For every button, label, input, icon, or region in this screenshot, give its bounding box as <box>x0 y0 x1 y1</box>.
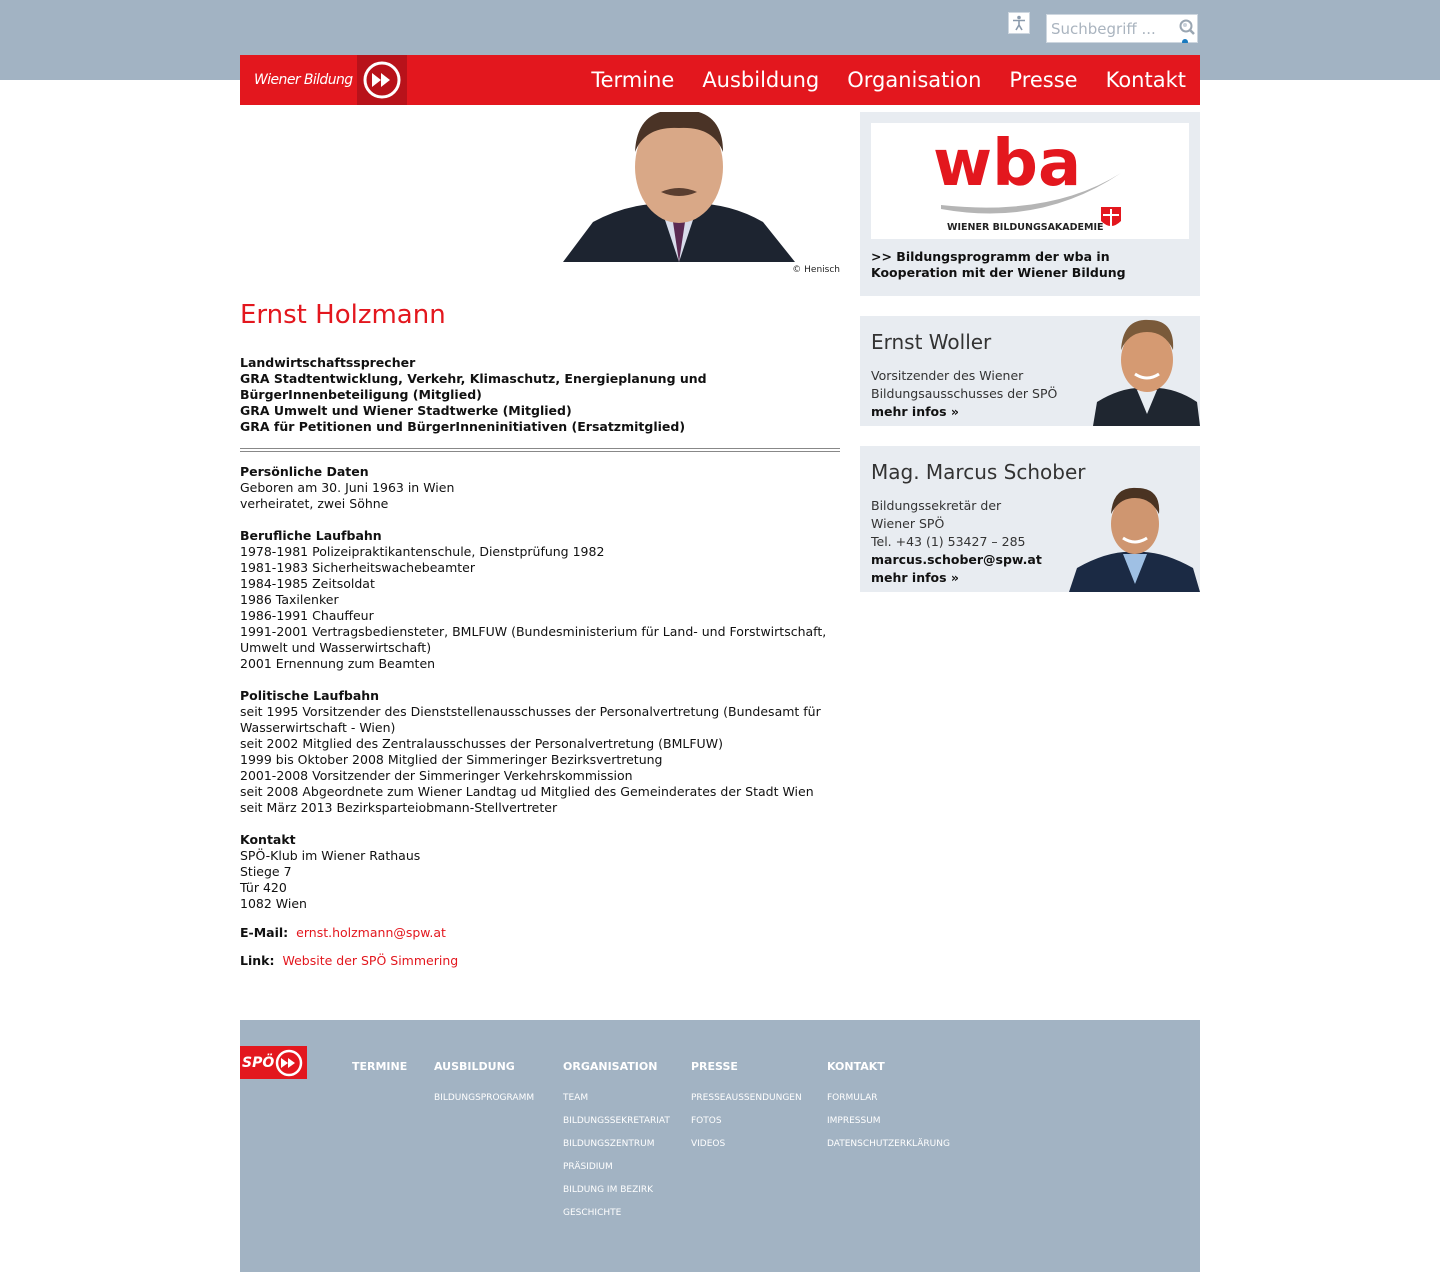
person-details <box>871 367 1057 421</box>
bio-line: seit März 2013 Bezirksparteiobmann-Stellvertreter <box>240 800 558 815</box>
footer-heading-termine[interactable]: TERMINE <box>352 1060 408 1073</box>
role-item: GRA Stadtentwicklung, Verkehr, Klimaschutz, Energieplanung und BürgerInnenbeteiligung (Mitglied) <box>240 371 707 402</box>
person-photo <box>1069 484 1200 592</box>
spoe-logo-text: SPÖ <box>242 1054 275 1071</box>
more-info-link[interactable]: mehr infos » <box>871 570 959 585</box>
bio-line: Stiege 7 <box>240 864 292 879</box>
role-item: Landwirtschaftssprecher <box>240 355 416 370</box>
section-heading: Kontakt <box>240 832 296 847</box>
roles-list <box>240 355 840 435</box>
person-phone: Tel. +43 (1) 53427 – 285 <box>871 534 1026 549</box>
forward-arrows-icon <box>357 55 407 105</box>
footer-link[interactable]: TEAM <box>563 1093 589 1103</box>
biography <box>240 464 840 928</box>
footer-col-presse <box>691 1060 802 1156</box>
email-link[interactable]: ernst.holzmann@spw.at <box>296 925 446 940</box>
person-role: Bildungssekretär der <box>871 498 1002 513</box>
wba-logo-text: wba <box>933 127 1082 201</box>
page-title: Ernst Holzmann <box>240 300 446 330</box>
person-card-woller[interactable] <box>860 316 1200 426</box>
person-role: Bildungsausschusses der SPÖ <box>871 386 1058 401</box>
person-role: Wiener SPÖ <box>871 516 945 531</box>
spoe-logo[interactable] <box>240 1046 307 1079</box>
role-item: GRA für Petitionen und BürgerInneninitiativen (Ersatzmitglied) <box>240 419 686 434</box>
bio-line: seit 2002 Mitglied des Zentralausschusses der Personalvertretung (BMLFUW) <box>240 736 723 751</box>
person-photo <box>1093 316 1200 426</box>
website-link[interactable]: Website der SPÖ Simmering <box>282 953 459 968</box>
footer <box>240 1020 1200 1272</box>
bio-line: seit 2008 Abgeordnete zum Wiener Landtag ud Mitglied des Gemeinderates der Stadt Wien <box>240 784 814 799</box>
link-row <box>240 953 458 969</box>
divider <box>240 448 840 452</box>
bio-line: 1986-1991 Chauffeur <box>240 608 374 623</box>
footer-link[interactable]: FORMULAR <box>827 1093 878 1103</box>
accessibility-icon[interactable] <box>1008 12 1030 34</box>
footer-link[interactable]: VIDEOS <box>691 1139 726 1149</box>
search-icon[interactable] <box>1177 17 1197 41</box>
nav-kontakt[interactable]: Kontakt <box>1105 68 1186 92</box>
profile-photo <box>563 112 795 262</box>
section-heading: Berufliche Laufbahn <box>240 528 382 543</box>
footer-link[interactable]: BILDUNG IM BEZIRK <box>563 1185 654 1195</box>
bio-line: seit 1995 Vorsitzender des Dienststellenausschusses der Personalvertretung (Bundesamt für Wasserwirtschaft - Wien) <box>240 704 821 735</box>
bio-line: 1978-1981 Polizeipraktikantenschule, Dienstprüfung 1982 <box>240 544 605 559</box>
footer-link[interactable]: PRÄSIDIUM <box>563 1162 613 1172</box>
wba-logo <box>871 123 1189 239</box>
person-details <box>871 497 1042 587</box>
forward-arrows-icon <box>274 1048 304 1078</box>
footer-link[interactable]: IMPRESSUM <box>827 1116 881 1126</box>
search-input[interactable] <box>1049 17 1171 41</box>
email-label: E-Mail: <box>240 925 289 940</box>
bio-line: verheiratet, zwei Söhne <box>240 496 389 511</box>
footer-link[interactable]: BILDUNGSSEKRETARIAT <box>563 1116 670 1126</box>
person-name: Ernst Woller <box>871 330 992 354</box>
footer-heading-ausbildung[interactable]: AUSBILDUNG <box>434 1060 515 1073</box>
footer-heading-presse[interactable]: PRESSE <box>691 1060 738 1073</box>
person-name: Mag. Marcus Schober <box>871 460 1086 484</box>
footer-col-kontakt <box>827 1060 950 1156</box>
bio-line: SPÖ-Klub im Wiener Rathaus <box>240 848 421 863</box>
footer-link[interactable]: PRESSEAUSSENDUNGEN <box>691 1093 802 1103</box>
role-item: GRA Umwelt und Wiener Stadtwerke (Mitglied) <box>240 403 572 418</box>
footer-col-organisation <box>563 1060 670 1225</box>
profile-photo-area <box>240 112 840 275</box>
person-role: Vorsitzender des Wiener <box>871 368 1024 383</box>
wba-logo-subtext: WIENER BILDUNGSAKADEMIE <box>947 222 1104 233</box>
wba-card[interactable] <box>860 112 1200 296</box>
email-row <box>240 925 446 941</box>
bio-line: 1986 Taxilenker <box>240 592 339 607</box>
photo-credit: © Henisch <box>792 265 840 275</box>
more-info-link[interactable]: mehr infos » <box>871 404 959 419</box>
footer-col-termine <box>352 1060 407 1087</box>
person-email-link[interactable]: marcus.schober@spw.at <box>871 552 1042 567</box>
bio-line: Tür 420 <box>240 880 287 895</box>
logo-text: Wiener Bildung <box>254 72 353 88</box>
bio-line: 1981-1983 Sicherheitswachebeamter <box>240 560 475 575</box>
bio-line: Geboren am 30. Juni 1963 in Wien <box>240 480 455 495</box>
footer-link[interactable]: GESCHICHTE <box>563 1208 622 1218</box>
footer-heading-organisation[interactable]: ORGANISATION <box>563 1060 658 1073</box>
nav-ausbildung[interactable]: Ausbildung <box>702 68 820 92</box>
footer-link[interactable]: FOTOS <box>691 1116 722 1126</box>
bio-line: 1082 Wien <box>240 896 307 911</box>
wba-program-link[interactable]: >> Bildungsprogramm der wba in Kooperation mit der Wiener Bildung <box>871 249 1126 280</box>
bio-line: 1984-1985 Zeitsoldat <box>240 576 375 591</box>
footer-link[interactable]: DATENSCHUTZERKLÄRUNG <box>827 1139 950 1149</box>
person-card-schober[interactable] <box>860 446 1200 592</box>
search-box <box>1046 14 1198 43</box>
bio-line: 2001 Ernennung zum Beamten <box>240 656 436 671</box>
main-navigation <box>240 55 1200 105</box>
footer-col-ausbildung <box>434 1060 534 1110</box>
section-heading: Politische Laufbahn <box>240 688 380 703</box>
wiener-bildung-logo[interactable] <box>240 55 407 105</box>
bio-line: 2001-2008 Vorsitzender der Simmeringer Verkehrskommission <box>240 768 633 783</box>
footer-link[interactable]: BILDUNGSZENTRUM <box>563 1139 655 1149</box>
footer-heading-kontakt[interactable]: KONTAKT <box>827 1060 885 1073</box>
section-heading: Persönliche Daten <box>240 464 369 479</box>
link-label: Link: <box>240 953 275 968</box>
bio-line: 1991-2001 Vertragsbediensteter, BMLFUW (Bundesministerium für Land- und Forstwirtschaft, Umwelt und Wasserwirtschaft) <box>240 624 827 655</box>
nav-termine[interactable]: Termine <box>591 68 675 92</box>
nav-presse[interactable]: Presse <box>1009 68 1078 92</box>
footer-link[interactable]: BILDUNGSPROGRAMM <box>434 1093 535 1103</box>
bio-line: 1999 bis Oktober 2008 Mitglied der Simmeringer Bezirksvertretung <box>240 752 663 767</box>
nav-organisation[interactable]: Organisation <box>847 68 982 92</box>
